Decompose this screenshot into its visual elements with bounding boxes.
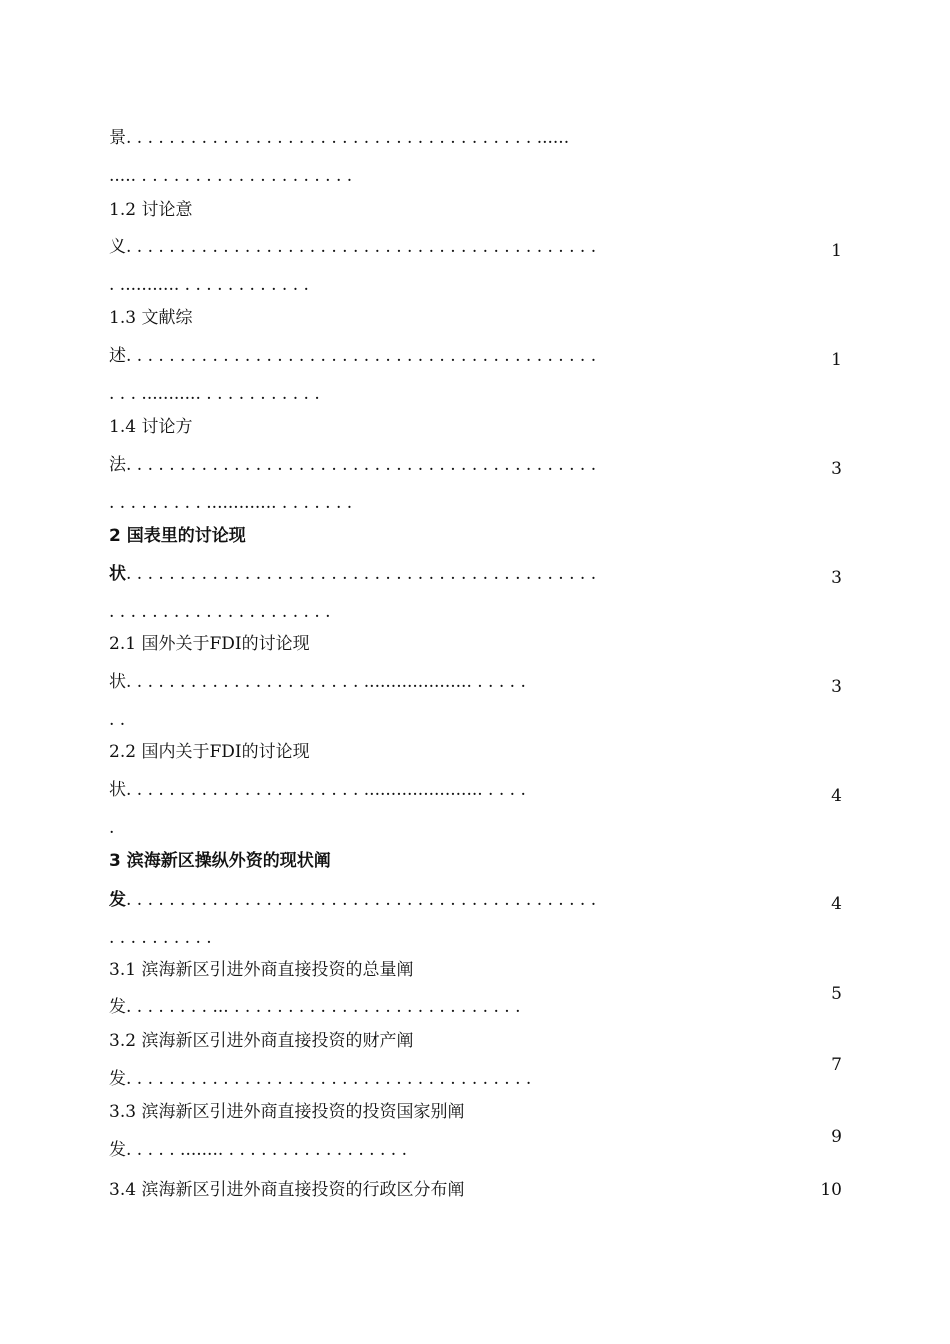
toc-leader-dots: . . . . . . . . . . . . . . . . . . . . . . . . . . . . . . . . . . . . . . . . . . . . xyxy=(126,237,597,257)
toc-leader-dots: . . . . . ........ . . . . . . . . . . . . . . . . . xyxy=(126,1140,407,1160)
toc-page-number: 3 xyxy=(831,677,842,697)
toc-entry-title: 2.2 国内关于FDI的讨论现 xyxy=(109,742,310,762)
toc-lead: 述 xyxy=(109,346,126,366)
toc-line xyxy=(109,997,520,1017)
toc-line xyxy=(109,1140,407,1160)
toc-entry-title: 2.1 国外关于FDI的讨论现 xyxy=(109,634,310,654)
toc-leader-dots: . . . . . . . . . . . . . . . . . . . . . . . . . . . . . . . . . . . . . . . . . . . . xyxy=(126,890,597,910)
toc-lead: 状 xyxy=(109,672,126,692)
toc-leader-dots: . . . . . . . . . . . . . . . . . . . . . . ...................... . . . . xyxy=(126,780,526,800)
toc-page-number: 5 xyxy=(831,984,842,1004)
toc-page-number: 4 xyxy=(831,894,842,914)
toc-entry-title: 3.3 滨海新区引进外商直接投资的投资国家别阐 xyxy=(109,1102,465,1122)
toc-line xyxy=(109,1069,531,1089)
toc-leader-dots: . . . . . . . . . . . . . . . . . . . . . . .................... . . . . . xyxy=(126,672,526,692)
toc-page-number: 10 xyxy=(820,1180,842,1200)
toc-chapter-title: 2 国表里的讨论现 xyxy=(109,526,246,546)
toc-leader-dots: . . . . . . . . . . . . . . . . . . . . . . . . . . . . . . . . . . . . . . xyxy=(126,1069,532,1089)
toc-line xyxy=(109,890,596,910)
toc-leader-dots: . . . . . . . . . . . . . . . . . . . . . . . . . . . . . . . . . . . . . . . . . . . . xyxy=(126,564,597,584)
toc-entry-title: 1.4 讨论方 xyxy=(109,417,193,437)
toc-lead: 景 xyxy=(109,128,126,148)
toc-leader-dots: . . . . . . . . ... . . . . . . . . . . . . . . . . . . . . . . . . . . . xyxy=(126,997,521,1017)
toc-page-number: 7 xyxy=(831,1055,842,1075)
toc-page-number: 1 xyxy=(831,350,842,370)
toc-line xyxy=(109,564,596,584)
toc-page-number: 3 xyxy=(831,568,842,588)
toc-leader-dots: . . . . . . . . . . . . . . . . . . . . . . . . . . . . . . . . . . . . . . . . . . . . xyxy=(126,346,597,366)
toc-line xyxy=(109,128,569,148)
toc-page-number: 9 xyxy=(831,1127,842,1147)
toc-line xyxy=(109,346,596,366)
toc-leader-dots: . . . . . . . . . . xyxy=(109,928,212,948)
toc-chapter-title: 3 滨海新区操纵外资的现状阐 xyxy=(109,851,331,871)
toc-leader-dots: . . xyxy=(109,710,126,730)
toc-line xyxy=(109,237,596,257)
toc-lead: 状 xyxy=(109,564,126,584)
toc-entry-title: 1.2 讨论意 xyxy=(109,200,193,220)
toc-page-number: 4 xyxy=(831,786,842,806)
toc-leader-dots: . xyxy=(109,818,115,838)
toc-lead: 发 xyxy=(109,1140,126,1160)
toc-entry-title: 3.1 滨海新区引进外商直接投资的总量阐 xyxy=(109,960,414,980)
toc-entry-title: 1.3 文献综 xyxy=(109,308,193,328)
toc-line xyxy=(109,455,596,475)
toc-lead: 发 xyxy=(109,997,126,1017)
toc-lead: 状 xyxy=(109,780,126,800)
toc-line xyxy=(109,672,526,692)
toc-page-number: 1 xyxy=(831,241,842,261)
toc-leader-dots: . . . ........... . . . . . . . . . . . xyxy=(109,384,320,404)
toc-line xyxy=(109,780,526,800)
toc-lead: 法 xyxy=(109,455,126,475)
toc-leader-dots: . . . . . . . . . . . . . . . . . . . . . . . . . . . . . . . . . . . . . . . . . . . . xyxy=(126,455,597,475)
toc-page-number: 3 xyxy=(831,459,842,479)
toc-lead: 义 xyxy=(109,237,126,257)
toc-leader-dots: ..... . . . . . . . . . . . . . . . . . . . . xyxy=(109,166,353,186)
toc-lead: 发 xyxy=(109,1069,126,1089)
toc-leader-dots: . . . . . . . . . ............. . . . . . . . xyxy=(109,493,353,513)
toc-entry-title: 3.2 滨海新区引进外商直接投资的财产阐 xyxy=(109,1031,414,1051)
toc-entry-title: 3.4 滨海新区引进外商直接投资的行政区分布阐 xyxy=(109,1180,465,1200)
toc-leader-dots: . . . . . . . . . . . . . . . . . . . . . . . . . . . . . . . . . . . . . . ...... xyxy=(126,128,570,148)
toc-leader-dots: . . . . . . . . . . . . . . . . . . . . . xyxy=(109,602,331,622)
toc-lead: 发 xyxy=(109,890,126,910)
toc-leader-dots: . ........... . . . . . . . . . . . . xyxy=(109,275,309,295)
